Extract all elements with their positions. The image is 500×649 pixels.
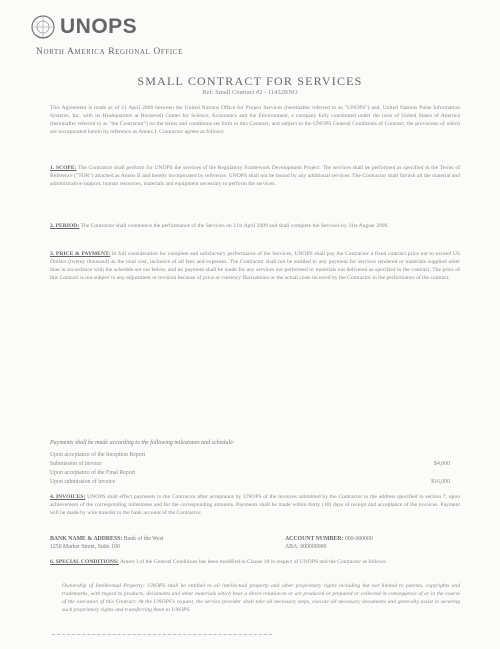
schedule-note: Payments shall be made according to the following milestones and schedule: bbox=[50, 440, 235, 446]
invoices-text: UNOPS shall effect payments to the Contractor after acceptance by UNOPS of the invoices submitted by the Contractor to the address specified in section 7, upon achievement of the corresponding milestones and for the corresponding amounts. Payments shall be made within thirty (30) days of receipt and acceptance of the invoices. Payment will be made by wire transfer to the bank account of the Contractor. bbox=[50, 494, 460, 516]
bank-address: 1250 Market Street, Suite 100 bbox=[50, 544, 120, 550]
schedule-amount: $4,000 bbox=[434, 461, 450, 467]
account-heading: ACCOUNT NUMBER: bbox=[285, 536, 344, 542]
account-details bbox=[285, 535, 373, 551]
account-number: 000-000000 bbox=[344, 536, 373, 542]
special-conditions-heading: 6. SPECIAL CONDITIONS: bbox=[50, 559, 119, 565]
price-text: In full consideration for complete and satisfactory performance of the Services, UNOPS shall pay the Contractor a fixed contract price not to exceed US Dollars (twenty thousand) as the total cost, inclusive of all fees and expenses. The Contractor shall not be entitled to any payment for services rendered or materials supplied other than in accordance with the schedule set out below, and no payment shall be made for any services not performed or materials not delivered as specified in the contract. The price of this Contract is not subject to any adjustment or revision because of price or currency fluctuations or the actual costs incurred by the Contractor in the performance of the contract. bbox=[50, 251, 460, 281]
invoices-heading: 4. INVOICES: bbox=[50, 494, 86, 500]
invoices-section bbox=[50, 493, 460, 527]
table-row bbox=[50, 461, 450, 470]
schedule-amount bbox=[360, 452, 450, 461]
scope-section bbox=[50, 164, 460, 214]
special-conditions-text: Annex I of the General Conditions has been modified in Clause 18 in respect of UNOPS and the Contractor as follows: bbox=[119, 559, 387, 565]
period-text: The Contractor shall commence the performance of the Services on 21st April 2009 and shall complete the Services by 31st August 2009. bbox=[80, 223, 389, 229]
special-conditions-section bbox=[50, 558, 460, 576]
table-row bbox=[50, 470, 450, 479]
schedule-amount: $16,000 bbox=[431, 479, 450, 485]
table-row bbox=[50, 452, 450, 461]
brand-name: UNOPS bbox=[60, 15, 138, 38]
schedule-label: Upon submission of invoice bbox=[50, 479, 116, 485]
ip-ownership-paragraph bbox=[62, 582, 460, 624]
bank-details bbox=[50, 535, 164, 551]
footer-divider bbox=[52, 634, 272, 635]
aba-number: 000000000 bbox=[300, 544, 327, 550]
period-section bbox=[50, 222, 460, 240]
schedule-label: Upon acceptance of the Final Report bbox=[50, 470, 136, 476]
period-heading: 2. PERIOD: bbox=[50, 223, 80, 229]
un-emblem-icon bbox=[30, 14, 56, 40]
ip-ownership-text: Ownership of Intellectual Property: UNOPS shall be entitled to all intellectual property and other proprietary rights including but not limited to patents, copyrights and trademarks, with regard to products, documents and other materials which bear a direct relation to or are produced or prepared or collected in consequence of or in the course of the execution of this Contract. At the UNOPS's request, the service provider shall take all necessary steps, execute all necessary documents and generally assist in securing such proprietary rights and transferring them to UNOPS. bbox=[62, 583, 460, 613]
office-name: North America Regional Office bbox=[36, 47, 183, 57]
payment-schedule-table bbox=[50, 452, 450, 488]
price-section bbox=[50, 250, 460, 316]
price-heading: 3. PRICE & PAYMENT: bbox=[50, 251, 111, 257]
document-title: SMALL CONTRACT FOR SERVICES bbox=[137, 74, 363, 88]
bank-name: Bank of the West bbox=[123, 536, 164, 542]
schedule-label: Submission of invoice bbox=[50, 461, 102, 467]
document-reference: Ref: Small Contract #2 - 11432RNO bbox=[202, 89, 298, 96]
aba-label: ABA: bbox=[285, 544, 299, 550]
unops-logo bbox=[30, 14, 137, 40]
schedule-label: Upon acceptance of the Inception Report bbox=[50, 452, 146, 458]
scope-heading: 1. SCOPE: bbox=[50, 165, 77, 171]
schedule-amount bbox=[360, 470, 450, 479]
table-row bbox=[50, 479, 450, 488]
scope-text: The Contractor shall perform for UNOPS the services of the Regulatory Framework Development Project. The services shall be performed as specified in the Terms of Reference ("TOR") attached as Annex II and hereby incorporated by reference. UNOPS shall not be bound by any additional services. The Contractor shall furnish all the material and administrative support, human resources, materials and equipment necessary to perform the services. bbox=[50, 165, 460, 187]
intro-text: This Agreement is made as of 21 April 2009 between the United Nations Office for Project Services (hereinafter referred to as "UNOPS") and, United Nations Pulse Information Systems, Inc. with its Headquarters at Roosevelt Center for Science, Economics and the Environment, a company fully constituted under the laws of United States of America (hereinafter referred to as "the Contractor") on the terms and conditions set forth in this Contract, and subject to the UNOPS General Conditions of Contract, the provisions of which are incorporated herein by reference as Annex I. Contractor agrees as follows: bbox=[50, 105, 460, 135]
intro-paragraph bbox=[50, 104, 460, 154]
bank-heading: BANK NAME & ADDRESS: bbox=[50, 536, 123, 542]
